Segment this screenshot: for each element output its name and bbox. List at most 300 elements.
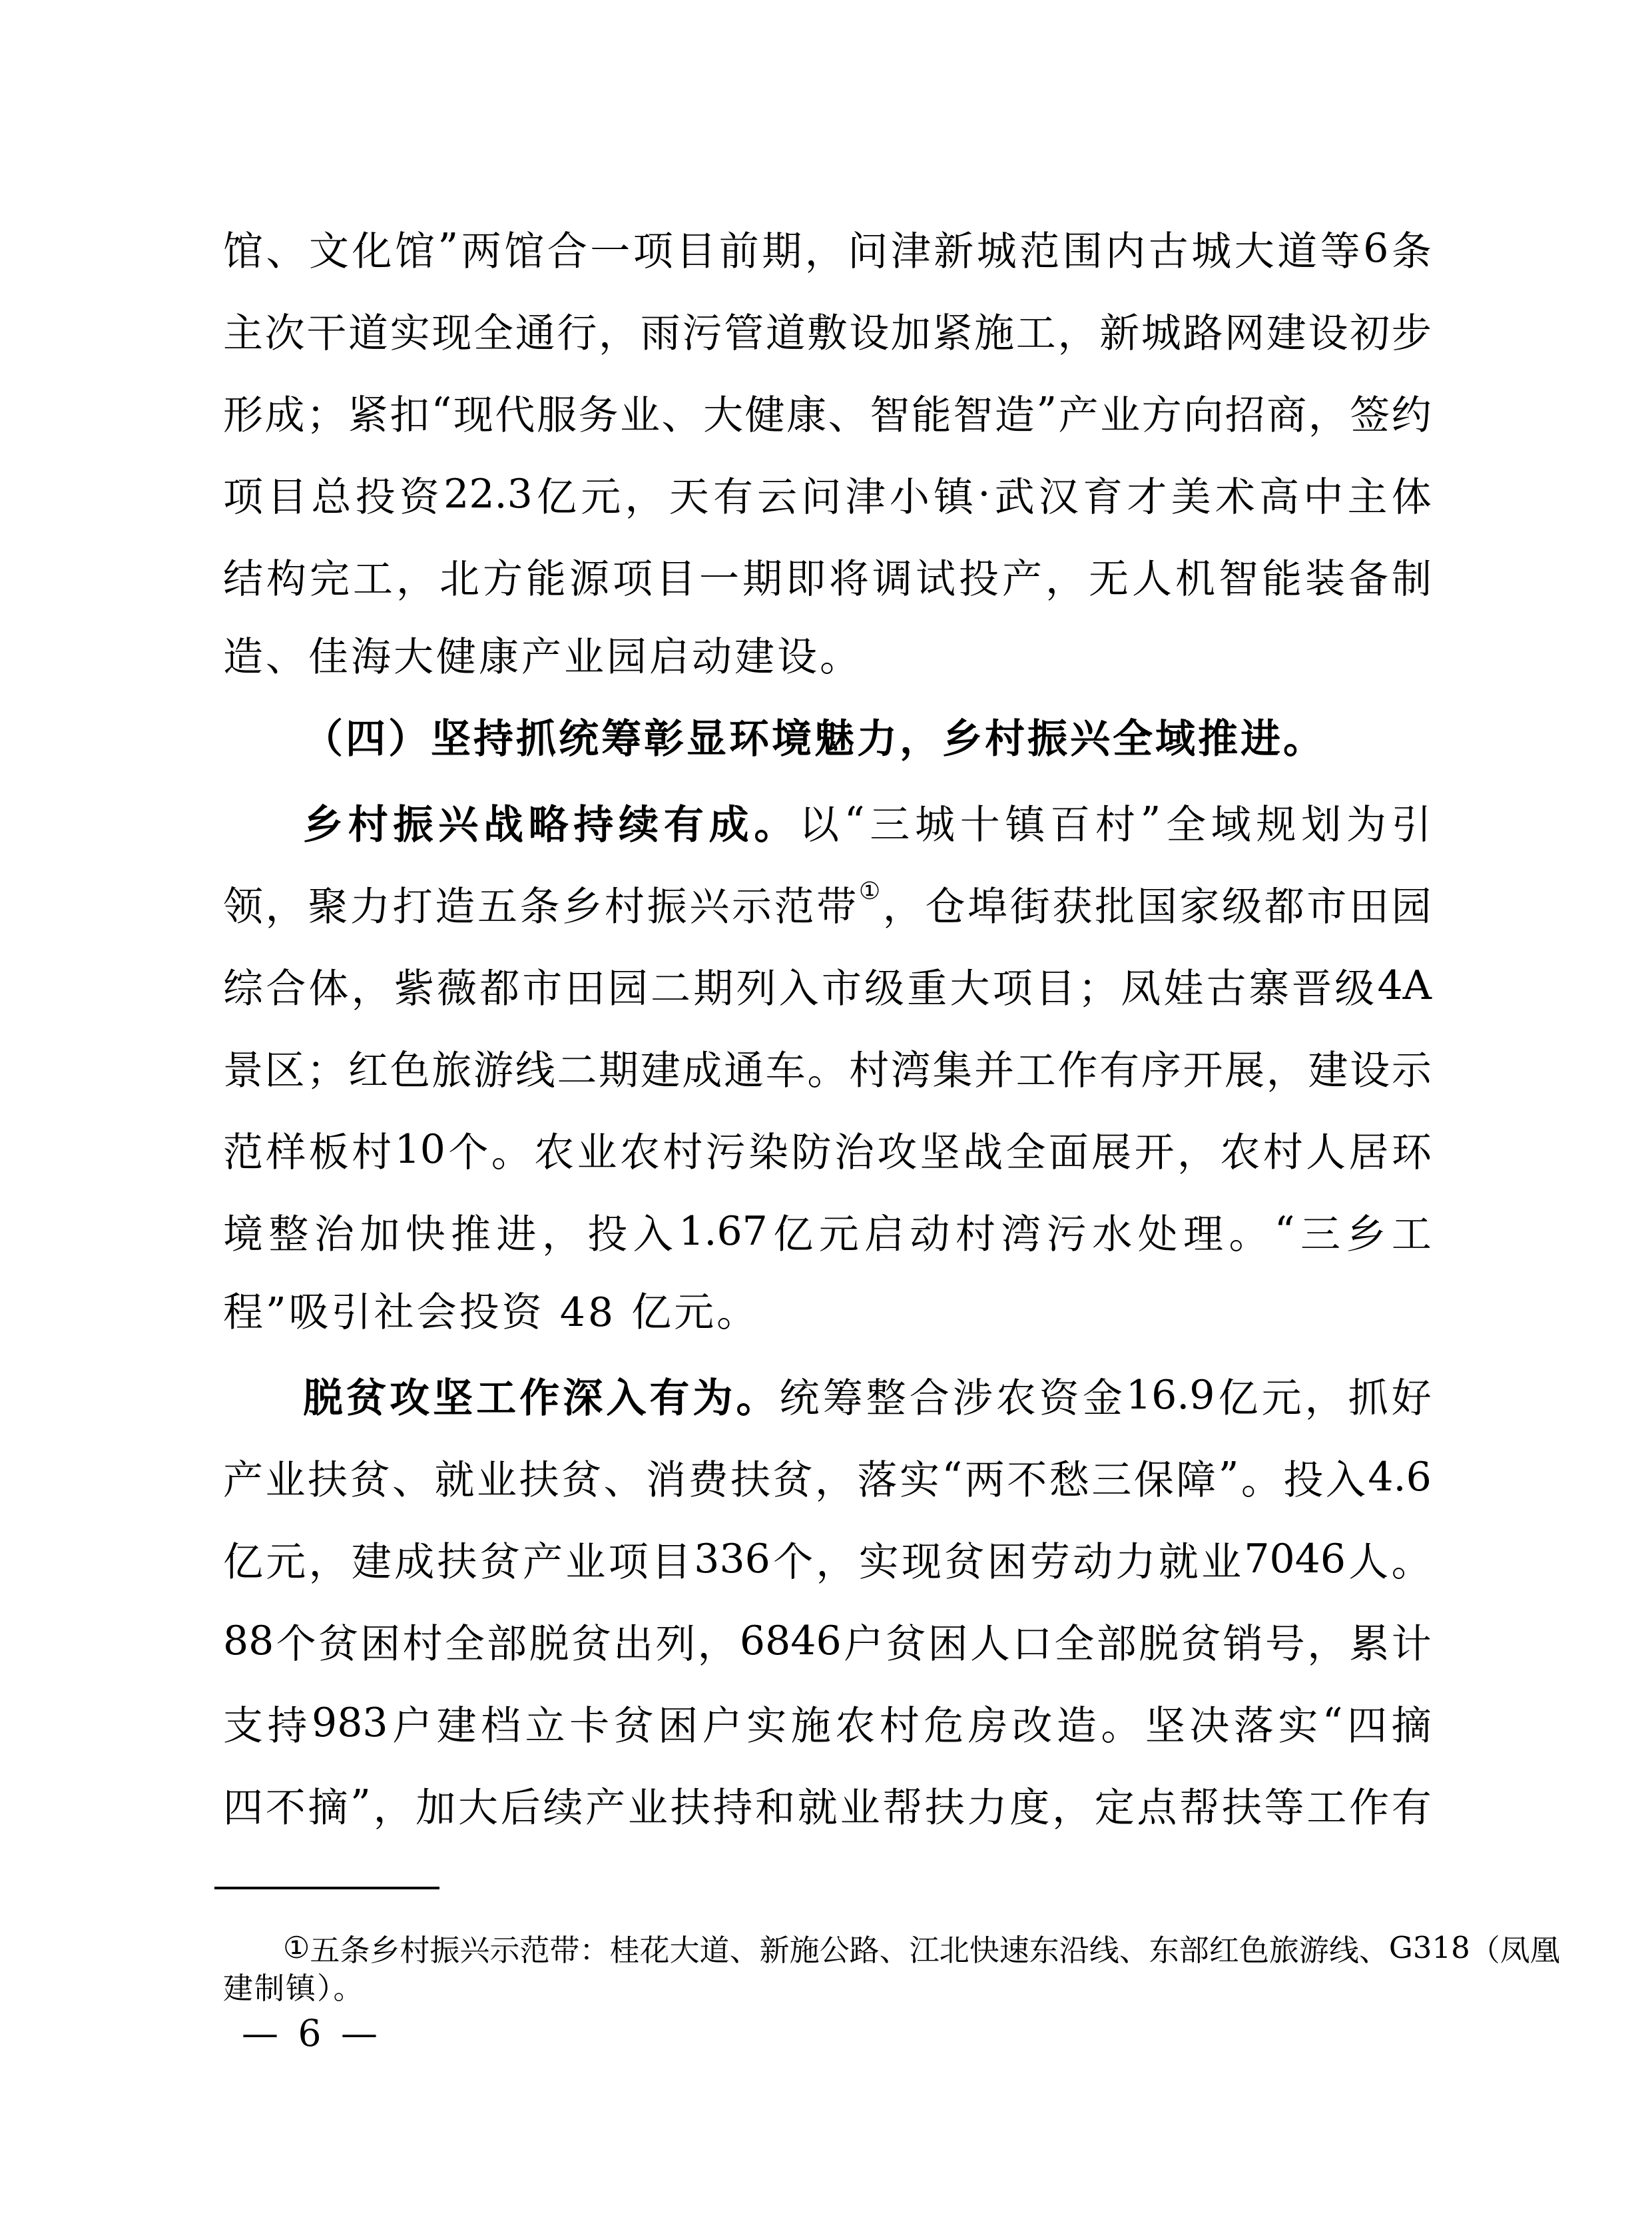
body-text-line <box>223 1600 1432 1682</box>
text-segment: 障 <box>1176 1456 1217 1504</box>
body-text-line <box>223 1354 1432 1436</box>
text-segment: 6846 <box>739 1617 842 1664</box>
body-text-line <box>223 453 1432 535</box>
text-segment: 古 <box>1206 965 1246 1012</box>
text-segment: 天 <box>669 474 709 521</box>
text-segment: 实 <box>390 310 430 357</box>
footnote-marker: ① <box>283 1929 310 1965</box>
bold-text-segment: 工 <box>476 1375 517 1422</box>
body-text-line <box>223 944 1432 1026</box>
text-segment: 金 <box>1082 1375 1123 1422</box>
text-segment: 期 <box>742 555 782 603</box>
text-segment: 红 <box>1209 1932 1239 1968</box>
text-segment: 目 <box>676 228 716 275</box>
text-segment: 就 <box>434 1456 475 1504</box>
body-text-line <box>223 1682 1432 1763</box>
text-segment: 攻 <box>877 1129 918 1176</box>
body-text-line <box>223 1108 1432 1190</box>
text-segment: 、 <box>661 392 702 439</box>
text-segment: 调 <box>872 555 912 603</box>
text-segment: 三 <box>1091 1456 1132 1504</box>
text-segment: 危 <box>924 1702 964 1749</box>
text-segment: 入 <box>1325 1456 1366 1504</box>
text-segment: 东 <box>1149 1932 1179 1968</box>
text-segment: 埠 <box>967 883 1008 930</box>
text-segment: 入 <box>778 965 819 1012</box>
text-segment: 不 <box>1007 1456 1047 1504</box>
text-segment: 敷 <box>807 310 848 357</box>
text-segment: 污 <box>1046 1211 1087 1258</box>
text-segment: 路 <box>1183 310 1223 357</box>
text-segment: ， <box>1307 1620 1348 1668</box>
text-segment: 化 <box>352 228 392 275</box>
text-segment: 贫 <box>350 1456 390 1504</box>
text-segment: 有 <box>1099 1047 1140 1094</box>
text-segment: 产 <box>523 1538 563 1586</box>
text-segment: 境 <box>223 1211 263 1258</box>
text-segment: 城 <box>1141 310 1181 357</box>
text-segment: 次 <box>264 310 305 357</box>
text-segment: 合 <box>909 1375 950 1422</box>
text-segment: 坚 <box>920 1129 960 1176</box>
bold-text-segment: 战 <box>483 801 523 848</box>
text-segment: 业 <box>565 1538 606 1586</box>
text-segment: 备 <box>1348 555 1388 603</box>
text-segment: 造 <box>1056 1702 1097 1749</box>
text-segment: 帮 <box>1179 1784 1220 1831</box>
text-segment: 美 <box>1171 474 1211 521</box>
text-segment: 、 <box>603 1456 644 1504</box>
text-segment: 百 <box>1050 801 1091 848</box>
text-segment: 贫 <box>944 1538 985 1586</box>
text-segment: 脱 <box>1139 1620 1179 1668</box>
text-segment: 目 <box>1035 965 1075 1012</box>
text-segment: 好 <box>1391 1375 1432 1422</box>
text-segment: 紧 <box>348 392 388 439</box>
footnote-separator <box>214 1887 439 1889</box>
text-segment: 薇 <box>437 965 477 1012</box>
text-segment: 决 <box>1189 1702 1230 1749</box>
text-segment: 作 <box>1349 1784 1390 1831</box>
text-segment: 整 <box>268 1211 309 1258</box>
text-segment: 农 <box>995 1375 1036 1422</box>
text-segment: 造、佳海大健康产业园启动建设。 <box>223 634 862 681</box>
text-segment: 水 <box>1092 1211 1133 1258</box>
text-segment: 业 <box>265 1456 306 1504</box>
text-segment: 综 <box>223 965 263 1012</box>
text-segment: 实 <box>858 1538 899 1586</box>
text-segment: 范 <box>519 1932 550 1968</box>
text-segment: 晋 <box>1292 965 1332 1012</box>
body-text-line <box>223 1763 1432 1845</box>
text-segment: 能 <box>911 392 952 439</box>
text-segment: 造 <box>994 392 1035 439</box>
bold-text-segment: 作 <box>519 1375 560 1422</box>
text-segment: 娃 <box>1163 965 1204 1012</box>
text-segment: ” <box>437 224 459 272</box>
text-segment: 和 <box>755 1784 796 1831</box>
text-segment: “ <box>431 388 452 436</box>
text-segment: ， <box>804 228 845 275</box>
text-segment: 动 <box>1073 1538 1113 1586</box>
text-segment: 累 <box>1349 1620 1390 1668</box>
text-segment: 施 <box>974 310 1015 357</box>
text-segment: 五 <box>477 883 517 930</box>
text-segment: ， <box>697 1620 738 1668</box>
text-segment: 获 <box>1052 883 1093 930</box>
text-segment: 乡 <box>370 1932 400 1968</box>
body-text-line <box>223 617 1432 699</box>
text-segment: 983 <box>312 1699 388 1746</box>
text-segment: ， <box>625 474 665 521</box>
text-segment: 即 <box>786 555 826 603</box>
text-segment: 装 <box>1305 555 1345 603</box>
text-segment: 等 <box>1264 1784 1304 1831</box>
text-segment: 津 <box>890 228 931 275</box>
text-segment: 主 <box>223 310 263 357</box>
bold-text-segment: 。 <box>736 1375 776 1422</box>
text-segment: 处 <box>1137 1211 1178 1258</box>
text-segment: 仓 <box>925 883 965 930</box>
bold-text-segment: 乡 <box>303 801 343 848</box>
text-segment: 居 <box>1348 1129 1389 1176</box>
text-segment: 贫 <box>479 1538 520 1586</box>
text-segment: 域 <box>1211 801 1251 848</box>
text-segment: 持 <box>267 1702 308 1749</box>
text-segment: 亿 <box>223 1538 263 1586</box>
text-segment: 问 <box>848 228 888 275</box>
text-segment: 通 <box>724 1047 764 1094</box>
text-segment: 前 <box>718 228 759 275</box>
text-segment: 入 <box>633 1211 673 1258</box>
text-segment: 。 <box>491 1129 531 1176</box>
text-segment: 推 <box>451 1211 491 1258</box>
text-segment: 以 <box>799 801 840 848</box>
text-segment: 商 <box>1266 392 1307 439</box>
text-segment: 工 <box>1306 1784 1347 1831</box>
text-segment: 将 <box>829 555 869 603</box>
text-segment: 建 <box>640 1047 681 1094</box>
text-segment: 田 <box>1349 883 1389 930</box>
text-segment: 兴 <box>689 883 730 930</box>
text-segment: 振 <box>647 883 687 930</box>
text-segment: 启 <box>864 1211 905 1258</box>
text-segment: 、 <box>828 392 868 439</box>
text-segment: 二 <box>557 1047 597 1094</box>
text-segment: ， <box>396 555 436 603</box>
text-segment: 结 <box>223 555 263 603</box>
text-segment: 古 <box>1148 228 1189 275</box>
text-segment: “ <box>942 1453 963 1500</box>
text-segment: 战 <box>963 1129 1003 1176</box>
text-segment: 村 <box>1262 1129 1303 1176</box>
text-segment: 贫 <box>613 1702 654 1749</box>
text-segment: 新 <box>1099 310 1140 357</box>
text-segment: 招 <box>1225 392 1265 439</box>
text-segment: 江 <box>909 1932 940 1968</box>
text-segment: 方 <box>483 555 523 603</box>
text-segment: 、 <box>266 228 306 275</box>
text-segment: 扶 <box>1221 1784 1262 1831</box>
text-segment: 四 <box>223 1784 263 1831</box>
text-segment: 市 <box>522 965 563 1012</box>
text-segment: 困 <box>928 1620 968 1668</box>
text-segment: 一 <box>699 555 739 603</box>
text-segment: 扣 <box>390 392 430 439</box>
text-segment: 就 <box>797 1784 838 1831</box>
text-segment: 规 <box>1256 801 1296 848</box>
text-segment: 4.6 <box>1368 1453 1432 1500</box>
text-segment: 建 <box>351 1538 392 1586</box>
text-segment: 产 <box>223 1456 263 1504</box>
text-segment: 期 <box>693 965 734 1012</box>
text-segment: 动 <box>910 1211 950 1258</box>
text-segment: 元 <box>818 1211 859 1258</box>
text-segment: 津 <box>845 474 886 521</box>
text-segment: 染 <box>748 1129 789 1176</box>
text-segment: 通 <box>515 310 555 357</box>
text-segment: 业 <box>840 1784 880 1831</box>
text-segment: 扶 <box>670 1784 710 1831</box>
text-segment: 紫 <box>394 965 434 1012</box>
text-segment: ， <box>815 1456 855 1504</box>
text-segment: 作 <box>1057 1047 1098 1094</box>
text-segment: 色 <box>1239 1932 1269 1968</box>
text-segment: 沿 <box>1059 1932 1089 1968</box>
text-segment: 国 <box>1137 883 1177 930</box>
text-segment: 公 <box>819 1932 850 1968</box>
text-segment: 行 <box>557 310 597 357</box>
text-segment: 新 <box>759 1932 790 1968</box>
text-segment: ， <box>265 883 306 930</box>
body-text-line <box>223 535 1432 617</box>
text-segment: 实 <box>900 1456 940 1504</box>
text-segment: 示 <box>489 1932 520 1968</box>
footnote-block <box>223 1927 1560 2009</box>
text-segment: 高 <box>1259 474 1300 521</box>
text-segment: 划 <box>1301 801 1342 848</box>
text-segment: 、 <box>1119 1932 1149 1968</box>
text-segment: 整 <box>866 1375 906 1422</box>
text-segment: 扶 <box>437 1538 477 1586</box>
bold-text-segment: 脱 <box>303 1375 343 1422</box>
text-segment: 成 <box>264 392 305 439</box>
text-segment: 一 <box>590 228 631 275</box>
text-segment: 范 <box>774 883 814 930</box>
text-segment: 大 <box>669 1932 700 1968</box>
text-segment: 进 <box>496 1211 537 1258</box>
text-segment: 档 <box>481 1702 521 1749</box>
text-segment: 东 <box>1029 1932 1059 1968</box>
text-segment: 区 <box>264 1047 305 1094</box>
text-segment: “ <box>1322 1699 1343 1746</box>
text-segment: 带 <box>549 1932 580 1968</box>
text-segment: 全 <box>444 1620 485 1668</box>
text-segment: 展 <box>1225 1047 1265 1094</box>
text-segment: 人 <box>1348 1538 1389 1586</box>
text-segment: 元 <box>266 1538 306 1586</box>
text-segment: 坚 <box>1145 1702 1185 1749</box>
text-segment: 336 <box>694 1535 770 1582</box>
text-segment: 约 <box>1391 392 1432 439</box>
text-segment: ， <box>816 1538 856 1586</box>
text-segment: 道 <box>1277 228 1318 275</box>
text-segment: ” <box>1036 388 1057 436</box>
text-segment: 景 <box>223 1047 263 1094</box>
text-segment: 田 <box>565 965 605 1012</box>
text-segment: 。 <box>1229 1211 1269 1258</box>
text-segment: 城 <box>1191 228 1232 275</box>
text-segment: 聚 <box>308 883 348 930</box>
text-segment: 投 <box>959 555 999 603</box>
text-segment: 部 <box>1096 1620 1137 1668</box>
text-segment: 文 <box>309 228 349 275</box>
text-segment: 签 <box>1350 392 1390 439</box>
text-segment: 现 <box>901 1538 942 1586</box>
text-segment: 两 <box>964 1456 1005 1504</box>
body-text-line <box>223 862 1432 944</box>
text-segment: 步 <box>1391 310 1432 357</box>
text-segment: 级 <box>864 965 905 1012</box>
text-segment: 十 <box>960 801 1000 848</box>
body-text-line <box>223 371 1432 453</box>
text-segment: 市 <box>821 965 862 1012</box>
text-segment: 目 <box>656 555 696 603</box>
text-segment: 集 <box>932 1047 973 1094</box>
text-segment: ， <box>373 1784 413 1831</box>
text-segment: 村 <box>663 1129 703 1176</box>
text-segment: 落 <box>857 1456 898 1504</box>
bold-text-segment: 为 <box>692 1375 733 1422</box>
text-segment: 雨 <box>640 310 681 357</box>
text-segment: 成 <box>682 1047 722 1094</box>
text-segment: ” <box>1140 798 1161 845</box>
text-segment: 形 <box>223 392 263 439</box>
text-segment: 加 <box>890 310 931 357</box>
text-segment: 合 <box>547 228 587 275</box>
text-segment: 湾 <box>1001 1211 1041 1258</box>
text-segment: 投 <box>587 1211 628 1258</box>
text-segment: 代 <box>495 392 535 439</box>
text-segment: 落 <box>1233 1702 1274 1749</box>
text-segment: 振 <box>429 1932 460 1968</box>
text-segment: 立 <box>525 1702 565 1749</box>
text-segment: 扶 <box>730 1456 770 1504</box>
text-segment: 贫 <box>318 1620 358 1668</box>
text-segment: 困 <box>360 1620 401 1668</box>
text-segment: 村 <box>604 883 645 930</box>
text-segment: 体 <box>1391 474 1432 521</box>
text-segment: 。 <box>1391 1538 1432 1586</box>
text-segment: ； <box>1078 965 1119 1012</box>
text-segment: ， <box>1266 1047 1306 1094</box>
text-segment: 中 <box>1303 474 1344 521</box>
text-segment: 部 <box>1179 1932 1209 1968</box>
text-segment: 无 <box>1089 555 1129 603</box>
text-segment: 愁 <box>1049 1456 1089 1504</box>
text-segment: 现 <box>453 392 493 439</box>
text-segment: 旅 <box>1268 1932 1299 1968</box>
text-segment: 凤 <box>1121 965 1161 1012</box>
text-segment: 北 <box>939 1932 969 1968</box>
text-segment: 力 <box>1115 1538 1156 1586</box>
text-segment: 快 <box>405 1211 445 1258</box>
text-segment: 大 <box>703 392 744 439</box>
text-segment: 体 <box>308 965 349 1012</box>
text-segment: 农 <box>835 1702 876 1749</box>
body-text-line <box>223 1026 1432 1108</box>
text-segment: “ <box>1274 1207 1295 1255</box>
text-segment: 建 <box>1266 310 1306 357</box>
text-segment: ” <box>350 1781 371 1828</box>
text-segment: 户 <box>702 1702 742 1749</box>
text-segment: 两 <box>461 228 501 275</box>
text-segment: 帮 <box>882 1784 923 1831</box>
text-segment: 6 <box>1363 224 1389 272</box>
text-segment: ； <box>306 392 347 439</box>
text-segment: 面 <box>1048 1129 1089 1176</box>
text-segment: 农 <box>1220 1129 1260 1176</box>
text-segment: 设 <box>849 310 890 357</box>
body-text-block <box>223 207 1432 1845</box>
text-segment: 打 <box>392 883 433 930</box>
text-segment: 成 <box>394 1538 435 1586</box>
text-segment: 育 <box>1083 474 1123 521</box>
text-segment: ， <box>351 965 392 1012</box>
text-segment: 7046 <box>1244 1535 1346 1582</box>
text-segment: 有 <box>712 474 753 521</box>
text-segment: 、 <box>1358 1932 1389 1968</box>
text-segment: 寨 <box>1248 965 1289 1012</box>
text-segment: 线 <box>515 1047 555 1094</box>
text-segment: 产 <box>1002 555 1042 603</box>
text-segment: 工 <box>1015 310 1056 357</box>
body-text-line <box>223 699 1432 781</box>
text-segment: 全 <box>1166 801 1207 848</box>
text-segment: 馆 <box>504 228 545 275</box>
text-segment: 街 <box>1009 883 1050 930</box>
text-segment: 贫 <box>1181 1620 1221 1668</box>
text-segment: 合 <box>266 965 306 1012</box>
text-segment: ， <box>1308 392 1348 439</box>
text-segment: 亿 <box>537 474 577 521</box>
text-segment: 围 <box>1062 228 1103 275</box>
text-segment: 主 <box>1347 474 1388 521</box>
text-segment: 三 <box>1300 1211 1340 1258</box>
text-segment: 乡 <box>1346 1211 1386 1258</box>
text-segment: 贫 <box>886 1620 926 1668</box>
bold-text-segment: 攻 <box>390 1375 430 1422</box>
text-segment: 业 <box>1100 392 1141 439</box>
text-segment: 范 <box>223 1129 263 1176</box>
text-segment: 完 <box>310 555 350 603</box>
text-segment: 条 <box>340 1932 370 1968</box>
text-segment: 带 <box>816 883 857 930</box>
text-segment: 兴 <box>459 1932 490 1968</box>
footnote-line <box>223 1927 1560 1968</box>
text-segment: 馆 <box>395 228 435 275</box>
bold-text-segment: （四）坚持抓统筹彰显环境魅力，乡村振兴全域推进。 <box>303 716 1326 763</box>
text-segment: 点 <box>1137 1784 1177 1831</box>
text-segment: 北 <box>439 555 479 603</box>
text-segment: 村 <box>402 1620 443 1668</box>
text-segment: 能 <box>1262 555 1302 603</box>
text-segment: 样 <box>266 1129 306 1176</box>
text-segment: 费 <box>688 1456 728 1504</box>
text-segment: 列 <box>736 965 776 1012</box>
text-segment: 个 <box>448 1129 489 1176</box>
text-segment: 加 <box>360 1211 400 1258</box>
